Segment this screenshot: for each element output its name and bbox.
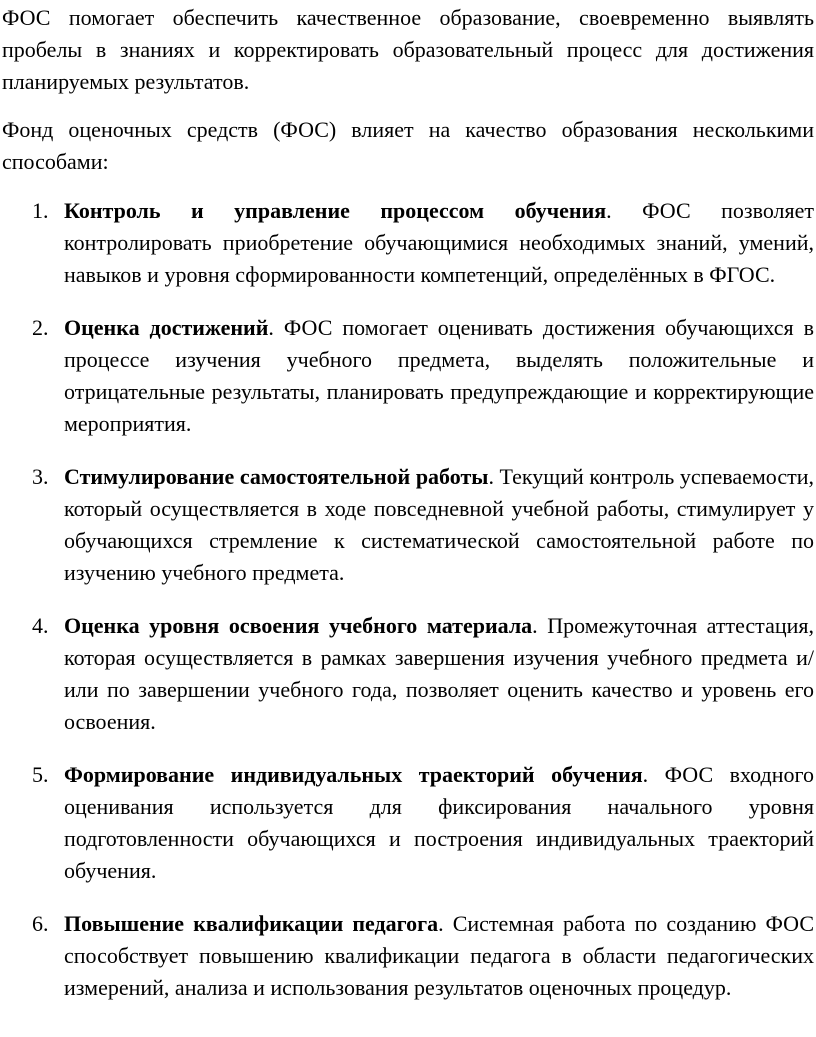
- list-item-term: Формирование индивидуальных траекторий обучения: [64, 762, 643, 787]
- list-item-text: . Системная работа по созданию ФОС способствует повышению квалификации педагога в области педагогических измерений, анализа и использования результатов оценочных процедур.: [64, 911, 814, 1000]
- list-item-term: Оценка уровня освоения учебного материала: [64, 613, 533, 638]
- list-item-text: . ФОС помогает оценивать достижения обучающихся в процессе изучения учебного предмета, выделять положительные и отрицательные результаты, планировать предупреждающие и корректирующие мероприятия.: [64, 315, 815, 436]
- list-item: [2, 312, 814, 440]
- list-item: [2, 461, 814, 589]
- list-item: [2, 759, 814, 887]
- list-item: [2, 908, 814, 1004]
- list-item-term: Стимулирование самостоятельной работы: [64, 464, 489, 489]
- list-item-text: . ФОС позволяет контролировать приобретение обучающимися необходимых знаний, умений, навыков и уровня сформированности компетенций, определённых в ФГОС.: [64, 198, 815, 287]
- list-item: [2, 610, 814, 738]
- list-item-number: 4.: [32, 613, 49, 638]
- list-item-term: Контроль и управление процессом обучения: [64, 198, 607, 223]
- list-item-text: . ФОС входного оценивания используется для фиксирования начального уровня подготовленности обучающихся и построения индивидуальных траекторий обучения.: [64, 762, 814, 883]
- list-item-term: Повышение квалификации педагога: [64, 911, 439, 936]
- list-item-number: 2.: [32, 315, 49, 340]
- intro-paragraph-2: Фонд оценочных средств (ФОС) влияет на качество образования несколькими способами:: [2, 117, 814, 174]
- list-item-number: 6.: [32, 911, 49, 936]
- list-item: [2, 195, 814, 291]
- intro-paragraph-1: ФОС помогает обеспечить качественное образование, своевременно выявлять пробелы в знаниях и корректировать образовательный процесс для достижения планируемых результатов.: [2, 5, 814, 94]
- list-item-number: 5.: [32, 762, 49, 787]
- list-item-number: 1.: [32, 198, 49, 223]
- list-item-text: . Промежуточная аттестация, которая осуществляется в рамках завершения изучения учебного предмета и/или по завершении учебного года, позволяет оценить качество и уровень его освоения.: [64, 613, 814, 734]
- list-item-number: 3.: [32, 464, 49, 489]
- numbered-list: [2, 195, 814, 1004]
- list-item-term: Оценка достижений: [64, 315, 269, 340]
- list-item-text: . Текущий контроль успеваемости, который осуществляется в ходе повседневной учебной работы, стимулирует у обучающихся стремление к систематической самостоятельной работе по изучению учебного предмета.: [64, 464, 814, 585]
